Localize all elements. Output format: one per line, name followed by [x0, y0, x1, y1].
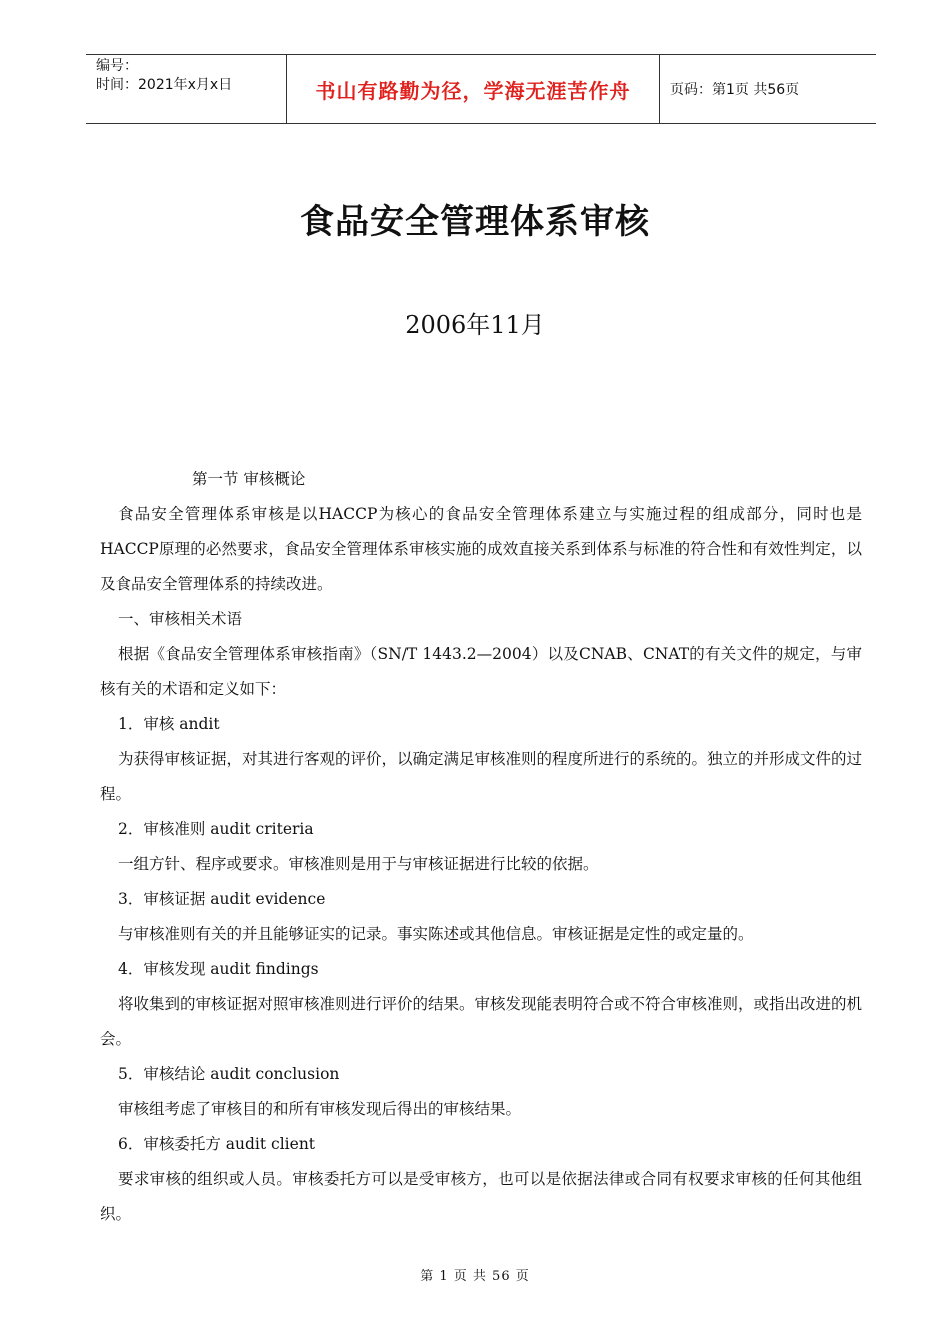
- term-heading: 4．审核发现 audit findings: [118, 960, 319, 978]
- document-time-label: 时间：2021年x月x日: [96, 77, 233, 93]
- term-heading: 3．审核证据 audit evidence: [118, 890, 326, 908]
- term-heading: 2．审核准则 audit criteria: [118, 820, 314, 838]
- section-heading: 第一节 审核概论: [192, 470, 306, 488]
- paragraph: 食品安全管理体系审核是以HACCP为核心的食品安全管理体系建立与实施过程的组成部分，同时也是HACCP原理的必然要求，食品安全管理体系审核实施的成效直接关系到体系与标准的符合性和有效性判定，以及食品安全管理体系的持续改进。: [100, 505, 862, 593]
- header-meta: [86, 55, 287, 123]
- header-motto: 书山有路勤为径，学海无涯苦作舟: [287, 55, 660, 123]
- term-definition: 与审核准则有关的并且能够证实的记录。事实陈述或其他信息。审核证据是定性的或定量的。: [118, 925, 754, 943]
- term-definition: 要求审核的组织或人员。审核委托方可以是受审核方，也可以是依据法律或合同有权要求审核的任何其他组织。: [100, 1170, 862, 1223]
- document-date: 2006年11月: [405, 311, 545, 339]
- term-definition: 一组方针、程序或要求。审核准则是用于与审核证据进行比较的依据。: [118, 855, 599, 873]
- header-page-info: 页码：第1页 共56页: [670, 82, 800, 98]
- term-definition: 为获得审核证据，对其进行客观的评价，以确定满足审核准则的程度所进行的系统的。独立的并形成文件的过程。: [100, 750, 863, 803]
- term-definition: 将收集到的审核证据对照审核准则进行评价的结果。审核发现能表明符合或不符合审核准则，或指出改进的机会。: [100, 995, 863, 1048]
- document-title: 食品安全管理体系审核: [300, 202, 650, 242]
- page-footer: 第 1 页 共 56 页: [420, 1269, 530, 1284]
- paragraph: 一、审核相关术语: [118, 610, 243, 628]
- paragraph: 根据《食品安全管理体系审核指南》（SN/T 1443.2—2004）以及CNAB、CNAT的有关文件的规定，与审核有关的术语和定义如下：: [100, 645, 862, 698]
- term-definition: 审核组考虑了审核目的和所有审核发现后得出的审核结果。: [118, 1100, 522, 1118]
- document-body: [100, 462, 862, 1232]
- document-number-label: 编号：: [96, 58, 138, 74]
- term-heading: 5．审核结论 audit conclusion: [118, 1065, 340, 1083]
- term-heading: 6．审核委托方 audit client: [118, 1135, 316, 1153]
- term-heading: 1．审核 andit: [118, 715, 220, 733]
- page-header: [86, 54, 876, 124]
